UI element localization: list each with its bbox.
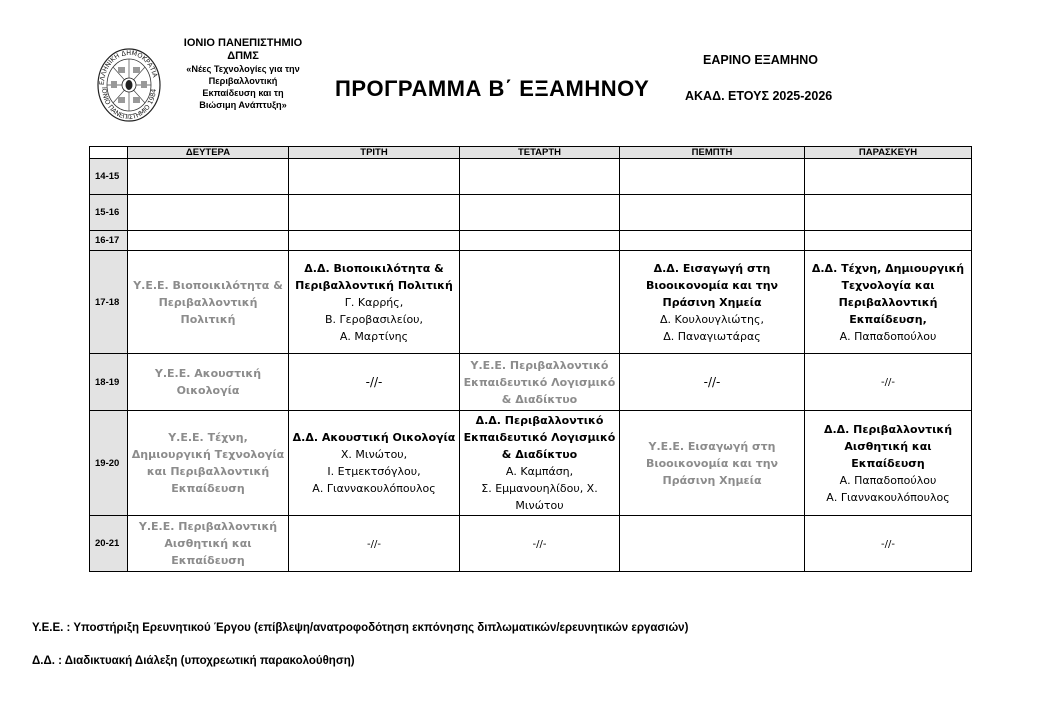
time-slot-label: 19-20: [90, 411, 128, 516]
instructor-name: Χ. Μινώτου,: [340, 448, 408, 461]
university-seal-logo: [96, 47, 162, 123]
table-row: [90, 159, 972, 195]
table-row: [90, 354, 972, 411]
instructor-name: Γ. Καρρής,: [344, 295, 404, 309]
schedule-cell-monday: [128, 411, 289, 516]
instructor-name: Α. Παπαδοπούλου: [839, 329, 937, 343]
schedule-cell-tuesday: [289, 195, 460, 231]
semester-label: ΕΑΡΙΝΟ ΕΞΑΜΗΝΟ: [703, 53, 818, 67]
program-name-line: Εκπαίδευση και τη: [202, 88, 284, 98]
schedule-cell-wednesday: [460, 411, 620, 516]
schedule-cell-monday: [128, 354, 289, 411]
table-row: [90, 516, 972, 572]
schedule-cell-monday: [128, 195, 289, 231]
research-support-title: Υ.Ε.Ε. Βιοποικιλότητα & Περιβαλλοντική Πολιτική: [133, 278, 283, 326]
schedule-cell-friday: [805, 251, 972, 354]
online-lecture-title: Δ.Δ. Περιβαλλοντική Αισθητική και Εκπαίδευση: [823, 422, 953, 470]
schedule-cell-friday: [805, 354, 972, 411]
same-as-above-mark: -//-: [881, 538, 895, 550]
program-name-line: «Νέες Τεχνολογίες για την: [186, 64, 300, 74]
instructor-name: Δ. Παναγιωτάρας: [663, 329, 761, 343]
academic-year-label: ΑΚΑΔ. ΕΤΟΥΣ 2025-2026: [685, 89, 833, 103]
schedule-cell-wednesday: [460, 354, 620, 411]
schedule-cell-tuesday: [289, 516, 460, 572]
schedule-cell-wednesday: [460, 159, 620, 195]
research-support-title: Υ.Ε.Ε. Εισαγωγή στη Βιοοικονομία και την Πράσινη Χημεία: [645, 439, 779, 487]
instructor-name: Σ. Εμμανουηλίδου, Χ. Μινώτου: [481, 482, 598, 512]
day-header-monday: ΔΕΥΤΕΡΑ: [128, 147, 289, 159]
research-support-title: Υ.Ε.Ε. Ακουστική Οικολογία: [154, 367, 262, 397]
schedule-cell-friday: [805, 195, 972, 231]
schedule-cell-tuesday: [289, 354, 460, 411]
schedule-cell-friday: [805, 516, 972, 572]
online-lecture-title: Δ.Δ. Τέχνη, Δημιουργική Τεχνολογία και Περιβαλλοντική Εκπαίδευση,: [811, 261, 965, 326]
day-header-tuesday: ΤΡΙΤΗ: [289, 147, 460, 159]
table-row: [90, 411, 972, 516]
day-header-friday: ΠΑΡΑΣΚΕΥΗ: [805, 147, 972, 159]
schedule-cell-monday: [128, 251, 289, 354]
same-as-above-mark: -//-: [881, 377, 895, 388]
same-as-above-mark: -//-: [532, 538, 547, 550]
schedule-cell-wednesday: [460, 251, 620, 354]
time-slot-label: 15-16: [90, 195, 128, 231]
schedule-cell-tuesday: [289, 231, 460, 251]
schedule-cell-thursday: [620, 516, 805, 572]
online-lecture-title: Δ.Δ. Βιοποικιλότητα & Περιβαλλοντική Πολιτική: [295, 261, 453, 292]
schedule-cell-wednesday: [460, 195, 620, 231]
same-as-above-mark: -//-: [367, 538, 381, 550]
time-slot-label: 16-17: [90, 231, 128, 251]
schedule-cell-monday: [128, 516, 289, 572]
schedule-cell-wednesday: [460, 516, 620, 572]
time-slot-label: 14-15: [90, 159, 128, 195]
day-header-thursday: ΠΕΜΠΤΗ: [620, 147, 805, 159]
institution-block: [172, 37, 314, 111]
corner-cell: [90, 147, 128, 159]
day-header-wednesday: ΤΕΤΑΡΤΗ: [460, 147, 620, 159]
instructor-name: Α. Παπαδοπούλου: [839, 473, 937, 487]
seal-text-bottom: ΙΟΝΙΟ ΠΑΝΕΠΙΣΤΗΜΙΟ 1984: [99, 86, 158, 122]
instructor-name: Β. Γεροβασιλείου,: [324, 312, 424, 326]
online-lecture-title: Δ.Δ. Περιβαλλοντικό Εκπαιδευτικό Λογισμικό & Διαδίκτυο: [463, 414, 616, 461]
same-as-above-mark: -//-: [365, 374, 383, 389]
note-yee-legend: Υ.Ε.Ε. : Υποστήριξη Ερευνητικού Έργου (επίβλεψη/ανατροφοδότηση εκπόνησης διπλωματικών/ερευνητικών εργασιών): [32, 622, 689, 634]
schedule-cell-friday: [805, 159, 972, 195]
page-title: ΠΡΟΓΡΑΜΜΑ Β΄ ΕΞΑΜΗΝΟΥ: [335, 76, 650, 101]
research-support-title: Υ.Ε.Ε. Περιβαλλοντική Αισθητική και Εκπαίδευση: [138, 520, 278, 567]
instructor-name: Α. Γιαννακουλόπουλος: [312, 482, 436, 495]
program-abbr: ΔΠΜΣ: [227, 50, 259, 62]
schedule-cell-monday: [128, 159, 289, 195]
research-support-title: Υ.Ε.Ε. Τέχνη, Δημιουργική Τεχνολογία και Περιβαλλοντική Εκπαίδευση: [131, 431, 285, 495]
schedule-cell-thursday: [620, 354, 805, 411]
schedule-cell-friday: [805, 411, 972, 516]
program-name-line: Βιώσιμη Ανάπτυξη»: [199, 100, 287, 110]
seal-text-top: ΕΛΛΗΝΙΚΗ ΔΗΜΟΚΡΑΤΙΑ: [97, 48, 160, 86]
instructor-name: Α. Καμπάση,: [505, 465, 574, 478]
schedule-cell-tuesday: [289, 251, 460, 354]
header-row: [90, 147, 972, 159]
instructor-name: Α. Γιαννακουλόπουλος: [826, 490, 950, 504]
schedule-cell-monday: [128, 231, 289, 251]
note-dd-legend: Δ.Δ. : Διαδικτυακή Διάλεξη (υποχρεωτική παρακολούθηση): [32, 655, 355, 667]
table-row: [90, 231, 972, 251]
program-name-line: Περιβαλλοντική: [208, 76, 278, 86]
schedule-cell-thursday: [620, 159, 805, 195]
schedule-cell-wednesday: [460, 231, 620, 251]
schedule-cell-tuesday: [289, 411, 460, 516]
time-slot-label: 18-19: [90, 354, 128, 411]
table-row: [90, 251, 972, 354]
schedule-cell-thursday: [620, 251, 805, 354]
time-slot-label: 17-18: [90, 251, 128, 354]
research-support-title: Υ.Ε.Ε. Περιβαλλοντικό Εκπαιδευτικό Λογισμικό & Διαδίκτυο: [463, 358, 616, 406]
schedule-cell-friday: [805, 231, 972, 251]
table-row: [90, 195, 972, 231]
time-slot-label: 20-21: [90, 516, 128, 572]
online-lecture-title: Δ.Δ. Εισαγωγή στη Βιοοικονομία και την Πράσινη Χημεία: [645, 261, 779, 309]
instructor-name: Α. Μαρτίνης: [339, 329, 409, 343]
same-as-above-mark: -//-: [703, 374, 721, 389]
institution-name: ΙΟΝΙΟ ΠΑΝΕΠΙΣΤΗΜΙΟ: [183, 37, 303, 49]
schedule-table: [89, 146, 972, 572]
schedule-cell-thursday: [620, 195, 805, 231]
schedule-cell-thursday: [620, 231, 805, 251]
instructor-name: Ι. Ετμεκτσόγλου,: [327, 465, 421, 478]
online-lecture-title: Δ.Δ. Ακουστική Οικολογία: [292, 431, 456, 444]
schedule-cell-tuesday: [289, 159, 460, 195]
schedule-cell-thursday: [620, 411, 805, 516]
instructor-name: Δ. Κουλουγλιώτης,: [660, 312, 764, 326]
